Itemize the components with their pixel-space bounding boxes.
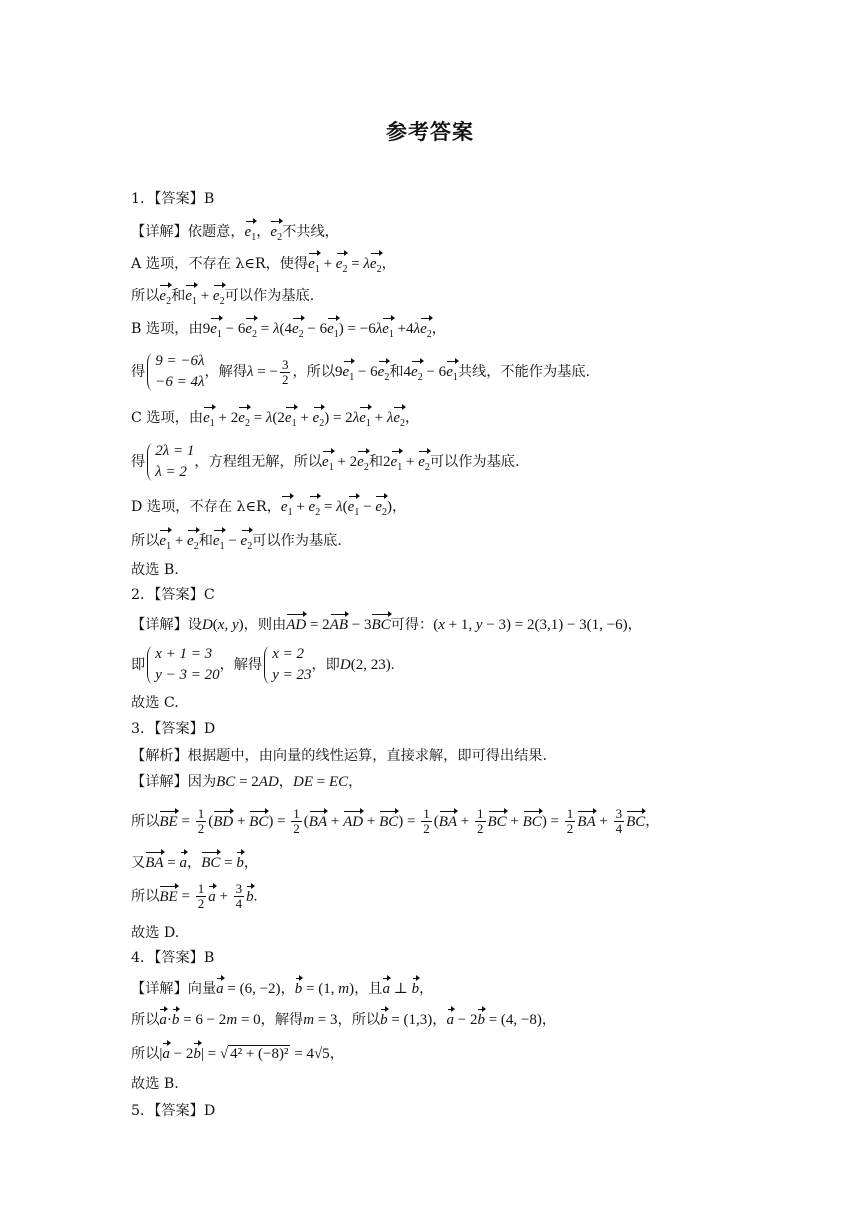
q3-derivation-line: 所以BE = $\frac{1}{2}$ (BD + BC) = $\frac{1}{2}$ (BA + AD + BC) = $\frac{1}{2}$ (BA + $\frac{1}{2}$ BC + BC) = $\frac{1}{2}$ BA + $\frac{3}{4}$ BC， — [131, 806, 660, 836]
q1-option-b-solve: 得 9 = −6λ −6 = 4λ ，解得λ = − $\frac{3}{2}$ ，所以$9e_1 - 6e_2$和$4e_2 - 6e_1$共线，不能作为基底. — [131, 351, 590, 393]
q1-option-a-line: A 选项，不存在 λ∈R，使得$e_1 + e_2 = \lambda e_2$， — [131, 251, 396, 280]
q3-analysis: 【解析】根据题中，由向量的线性运算，直接求解，即可得出结果. — [131, 748, 547, 764]
q4-magnitude-line: 所以|a − 2b| = √ 4² + (−8)² = 4√5， — [131, 1041, 344, 1064]
q2-detail-line: 【详解】设D(x, y)，则由AD = 2AB − 3BC可得：(x + 1, y − 3) = 2(3,1) − 3(1, −6)， — [131, 612, 642, 635]
q1-detail-line: 【详解】依题意，$e_1$，$e_2$不共线， — [131, 219, 339, 248]
q1-answer: 1．【答案】B — [131, 191, 215, 207]
q4-conclusion: 故选 B. — [131, 1076, 179, 1092]
q2-conclusion: 故选 C. — [131, 695, 179, 711]
q4-answer: 4．【答案】B — [131, 950, 215, 966]
q1-option-d-conclusion: 所以$e_1 + e_2$和$e_1 - e_2$可以作为基底. — [131, 528, 342, 557]
q4-detail-line: 【详解】向量a = (6, −2)，b = (1, m)，且a ⊥ b， — [131, 976, 433, 999]
q1-option-d-line: D 选项，不存在 λ∈R，$e_1 + e_2 = \lambda(e_1 - e_2)$， — [131, 494, 406, 523]
q3-detail-line: 【详解】因为BC = 2AD，DE = EC， — [131, 774, 363, 790]
q3-given-line: 又BA = a，BC = b， — [131, 850, 258, 873]
q3-conclusion: 故选 D. — [131, 925, 180, 941]
q2-solve-line: 即 x + 1 = 3 y − 3 = 20 ，解得 x = 2 y = 23 ，即D(2, 23). — [131, 644, 394, 686]
q3-answer: 3．【答案】D — [131, 721, 216, 737]
q3-result-line: 所以BE = $\frac{1}{2}$ a + $\frac{3}{4}$ b. — [131, 881, 258, 911]
q2-answer: 2．【答案】C — [131, 587, 215, 603]
q1-option-c-solve: 得 2λ = 1 λ = 2 ，方程组无解，所以$e_1 + 2e_2$和$2e_1 + e_2$可以作为基底. — [131, 441, 520, 483]
page-title: 参考答案 — [386, 119, 474, 144]
q1-option-c-line: C 选项，由$e_1 + 2e_2 = \lambda(2e_1 + e_2) = 2\lambda e_1 + \lambda e_2$， — [131, 405, 419, 434]
q1-option-b-line: B 选项，由$9e_1 - 6e_2 = \lambda(4e_2 - 6e_1) = -6\lambda e_1 +4\lambda e_2$， — [131, 316, 446, 345]
q1-conclusion: 故选 B. — [131, 562, 179, 578]
q4-solve-line: 所以a·b = 6 − 2m = 0，解得m = 3，所以b = (1,3)，a − 2b = (4, −8)， — [131, 1007, 556, 1030]
q5-answer: 5．【答案】D — [131, 1103, 216, 1119]
q1-option-a-conclusion: 所以$e_2$和$e_1 + e_2$可以作为基底. — [131, 283, 314, 312]
